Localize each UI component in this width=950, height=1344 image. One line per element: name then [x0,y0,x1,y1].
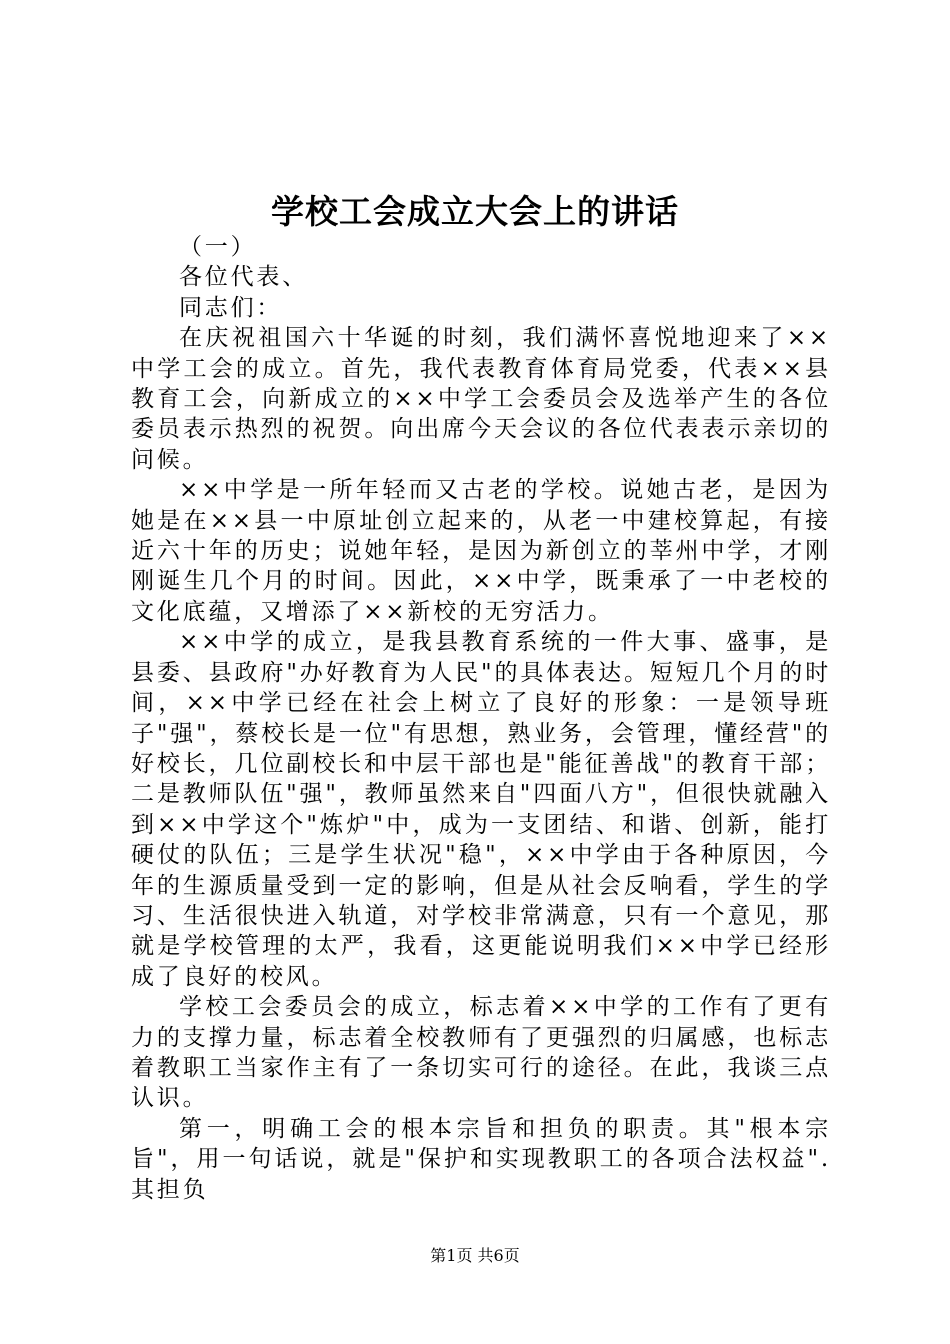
paragraph: 在庆祝祖国六十华诞的时刻，我们满怀喜悦地迎来了××中学工会的成立。首先，我代表教育体育局党委，代表××县教育工会，向新成立的××中学工会委员会及选举产生的各位委员表示热烈的祝贺。向出席今天会议的各位代表表示亲切的问候。 [131,325,831,473]
paragraph-section-number: （一） [179,234,257,260]
paragraph-salutation-2: 同志们： [179,294,283,321]
paragraph: 学校工会委员会的成立，标志着××中学的工作有了更有力的支撑力量，标志着全校教师有了更强烈的归属感，也标志着教职工当家作主有了一条切实可行的途径。在此，我谈三点认识。 [131,994,831,1112]
page-footer: 第1页 共6页 [430,1246,520,1265]
document-title: 学校工会成立大会上的讲话 [271,192,679,231]
document-body [131,232,831,1205]
paragraph: 第一，明确工会的根本宗旨和担负的职责。其"根本宗旨"，用一句话说，就是"保护和实现教职工的各项合法权益".其担负 [131,1115,831,1203]
paragraph-salutation-1: 各位代表、 [179,264,308,291]
paragraph: ××中学的成立，是我县教育系统的一件大事、盛事，是县委、县政府"办好教育为人民"的具体表达。短短几个月的时间，××中学已经在社会上树立了良好的形象：一是领导班子"强"，蔡校长是一位"有思想，熟业务，会管理，懂经营"的好校长，几位副校长和中层干部也是"能征善战"的教育干部；二是教师队伍"强"，教师虽然来自"四面八方"，但很快就融入到××中学这个"炼炉"中，成为一支团结、和谐、创新，能打硬仗的队伍；三是学生状况"稳"，××中学由于各种原因，今年的生源质量受到一定的影响，但是从社会反响看，学生的学习、生活很快进入轨道，对学校非常满意，只有一个意见，那就是学校管理的太严，我看，这更能说明我们××中学已经形成了良好的校风。 [131,629,831,990]
paragraph: ××中学是一所年轻而又古老的学校。说她古老，是因为她是在××县一中原址创立起来的，从老一中建校算起，有接近六十年的历史；说她年轻，是因为新创立的莘州中学，才刚刚诞生几个月的时间。因此，××中学，既秉承了一中老校的文化底蕴，又增添了××新校的无穷活力。 [131,477,831,625]
